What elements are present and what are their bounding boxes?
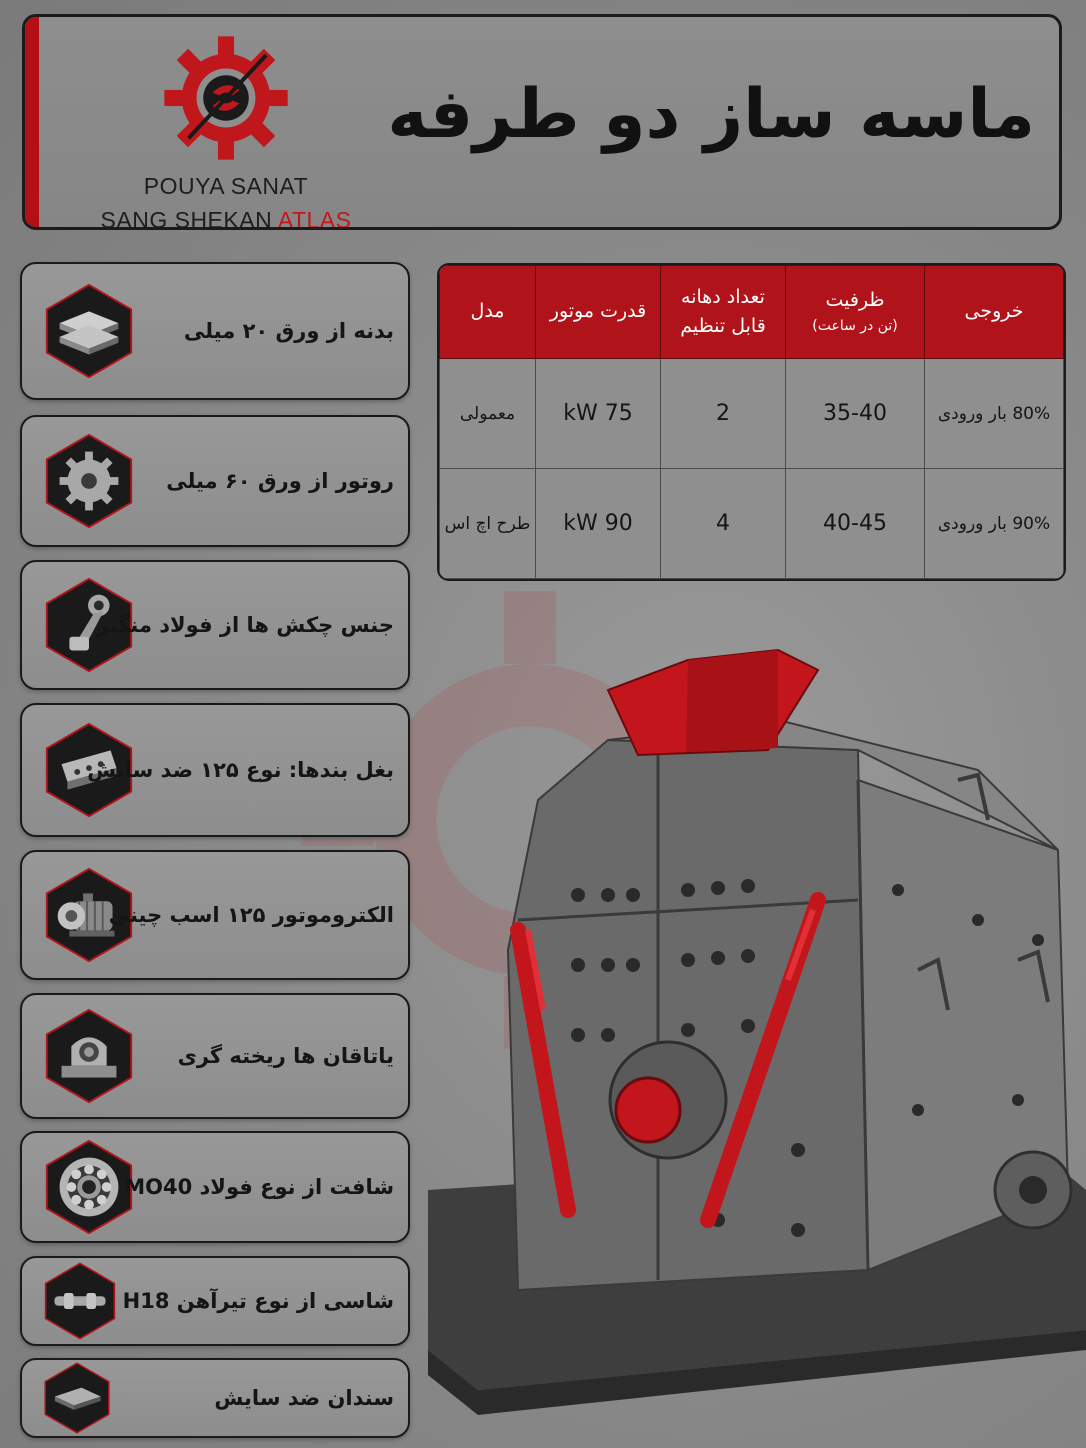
cell-motor-power: 90 kW	[536, 469, 661, 579]
crusher-machine-illustration	[418, 630, 1086, 1420]
feature-label: شاسی از نوع تیرآهن H18	[122, 1289, 394, 1313]
feature-card-body	[20, 262, 410, 400]
header-openings-line2: قابل تنظیم	[680, 315, 766, 337]
cell-model: معمولی	[440, 359, 536, 469]
spec-table-header-row	[440, 266, 1064, 359]
cell-capacity: 40-45	[786, 469, 925, 579]
header-motor-power: قدرت موتور	[536, 266, 661, 359]
feature-label: یاتاقان ها ریخته گری	[177, 1044, 394, 1068]
feature-card-rotor	[20, 415, 410, 547]
feature-card-motor	[20, 850, 410, 980]
steel-plates-icon	[40, 282, 138, 380]
header-openings-line1: تعداد دهانه	[681, 285, 765, 308]
header-panel	[22, 14, 1062, 230]
header-capacity-label: ظرفیت	[825, 289, 885, 312]
feature-card-chassis	[20, 1256, 410, 1346]
feature-card-bearings	[20, 993, 410, 1119]
cell-capacity: 35-40	[786, 359, 925, 469]
feature-label: بدنه از ورق ۲۰ میلی	[183, 319, 394, 343]
cell-output: 90% بار ورودی	[925, 469, 1064, 579]
header-model: مدل	[440, 266, 536, 359]
cell-model: طرح اچ اس	[440, 469, 536, 579]
header-openings	[661, 266, 786, 359]
table-row	[440, 359, 1064, 469]
anvil-plate-icon	[40, 1361, 114, 1435]
feature-label: سندان ضد سایش	[214, 1386, 394, 1410]
shaft-icon	[40, 1261, 120, 1341]
logo-text-line2	[81, 207, 371, 230]
feature-label: الکتروموتور ۱۲۵ اسب چینی	[108, 903, 394, 927]
cell-openings: 4	[661, 469, 786, 579]
logo-text-line1: POUYA SANAT	[143, 173, 309, 199]
feature-label: روتور از ورق ۶۰ میلی	[166, 469, 394, 493]
header-accent-bar	[25, 17, 39, 227]
header-capacity-unit: (تن در ساعت)	[812, 317, 898, 334]
header-capacity	[786, 266, 925, 359]
feature-card-hammer	[20, 560, 410, 690]
feature-card-anvil	[20, 1358, 410, 1438]
cell-openings: 2	[661, 359, 786, 469]
table-row	[440, 469, 1064, 579]
header-output: خروجی	[925, 266, 1064, 359]
company-logo	[81, 31, 371, 230]
feature-card-shaft	[20, 1131, 410, 1243]
gear-logo-icon	[159, 31, 293, 165]
logo-text-accent: ATLAS	[277, 207, 352, 230]
spec-table	[437, 263, 1066, 581]
feature-label: بغل بندها: نوع ۱۲۵ ضد سایش	[87, 758, 394, 782]
bearing-housing-icon	[40, 1007, 138, 1105]
logo-text-main: SANG SHEKAN	[100, 207, 273, 230]
rotor-gear-icon	[40, 432, 138, 530]
cell-motor-power: 75 kW	[536, 359, 661, 469]
feature-label: شافت از نوع فولاد MO40	[124, 1175, 394, 1199]
feature-card-liners	[20, 703, 410, 837]
cell-output: 80% بار ورودی	[925, 359, 1064, 469]
feature-label: جنس چکش ها از فولاد منگنز	[96, 613, 394, 637]
page-title: ماسه ساز دو طرفه	[387, 75, 1035, 154]
